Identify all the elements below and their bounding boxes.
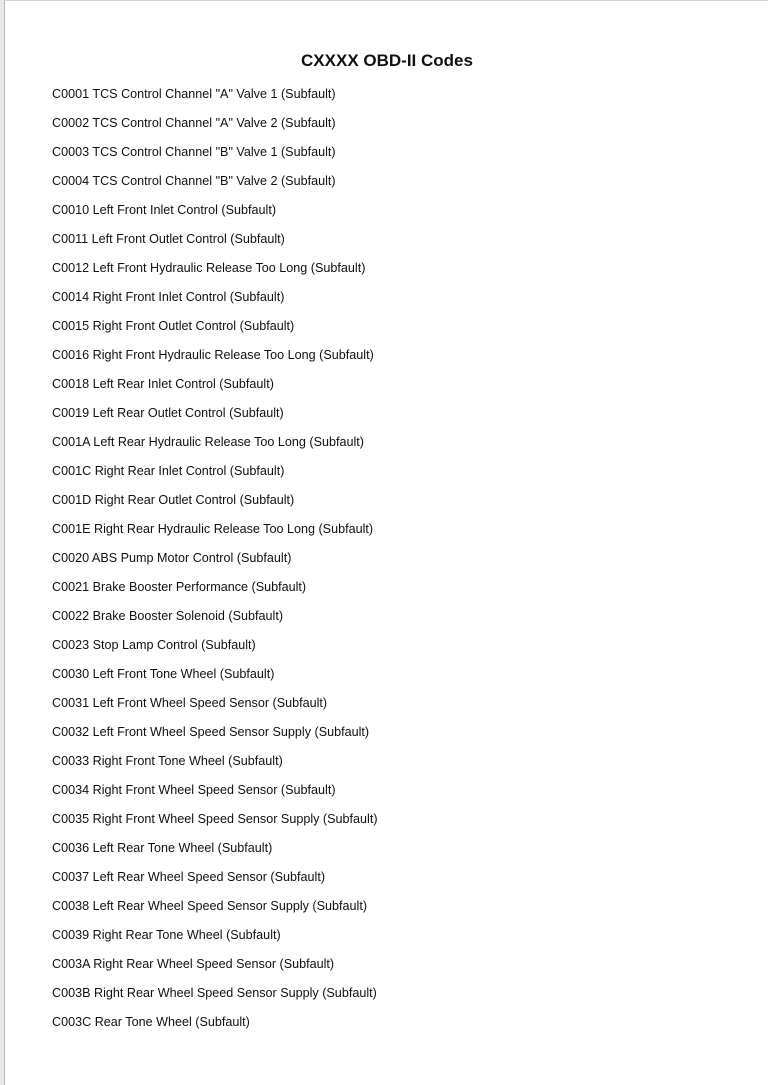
- code-entry: C001C Right Rear Inlet Control (Subfault): [52, 464, 285, 478]
- code-entry: C003B Right Rear Wheel Speed Sensor Supply (Subfault): [52, 986, 377, 1000]
- code-entry: C003C Rear Tone Wheel (Subfault): [52, 1015, 250, 1029]
- code-entry: C0015 Right Front Outlet Control (Subfault): [52, 319, 295, 333]
- code-entry: C0036 Left Rear Tone Wheel (Subfault): [52, 841, 273, 855]
- code-entry: C0020 ABS Pump Motor Control (Subfault): [52, 551, 292, 565]
- code-entry: C0010 Left Front Inlet Control (Subfault): [52, 203, 277, 217]
- code-entry: C001D Right Rear Outlet Control (Subfault): [52, 493, 295, 507]
- code-entry: C0014 Right Front Inlet Control (Subfault): [52, 290, 285, 304]
- code-entry: C0031 Left Front Wheel Speed Sensor (Subfault): [52, 696, 328, 710]
- code-entry: C0004 TCS Control Channel "B" Valve 2 (Subfault): [52, 174, 336, 188]
- code-entry: C003A Right Rear Wheel Speed Sensor (Subfault): [52, 957, 335, 971]
- code-entry: C0018 Left Rear Inlet Control (Subfault): [52, 377, 274, 391]
- code-entry: C0012 Left Front Hydraulic Release Too Long (Subfault): [52, 261, 366, 275]
- code-entry: C001A Left Rear Hydraulic Release Too Long (Subfault): [52, 435, 364, 449]
- code-entry: C0022 Brake Booster Solenoid (Subfault): [52, 609, 284, 623]
- code-entry: C0003 TCS Control Channel "B" Valve 1 (Subfault): [52, 145, 336, 159]
- code-entry: C0038 Left Rear Wheel Speed Sensor Supply (Subfault): [52, 899, 368, 913]
- code-entry: C0011 Left Front Outlet Control (Subfault): [52, 232, 285, 246]
- code-entry: C0019 Left Rear Outlet Control (Subfault): [52, 406, 284, 420]
- code-entry: C0021 Brake Booster Performance (Subfault): [52, 580, 307, 594]
- code-entry: C0035 Right Front Wheel Speed Sensor Supply (Subfault): [52, 812, 378, 826]
- code-entry: C0034 Right Front Wheel Speed Sensor (Subfault): [52, 783, 336, 797]
- code-entry: C0001 TCS Control Channel "A" Valve 1 (Subfault): [52, 87, 336, 101]
- document-page: [4, 0, 768, 1085]
- code-list: [52, 85, 378, 1042]
- code-entry: C0016 Right Front Hydraulic Release Too Long (Subfault): [52, 348, 374, 362]
- code-entry: C0033 Right Front Tone Wheel (Subfault): [52, 754, 283, 768]
- code-entry: C001E Right Rear Hydraulic Release Too Long (Subfault): [52, 522, 374, 536]
- code-entry: C0002 TCS Control Channel "A" Valve 2 (Subfault): [52, 116, 336, 130]
- code-entry: C0023 Stop Lamp Control (Subfault): [52, 638, 256, 652]
- code-entry: C0039 Right Rear Tone Wheel (Subfault): [52, 928, 281, 942]
- code-entry: C0030 Left Front Tone Wheel (Subfault): [52, 667, 275, 681]
- code-entry: C0037 Left Rear Wheel Speed Sensor (Subfault): [52, 870, 326, 884]
- code-entry: C0032 Left Front Wheel Speed Sensor Supply (Subfault): [52, 725, 370, 739]
- document-title: CXXXX OBD-II Codes: [301, 51, 473, 70]
